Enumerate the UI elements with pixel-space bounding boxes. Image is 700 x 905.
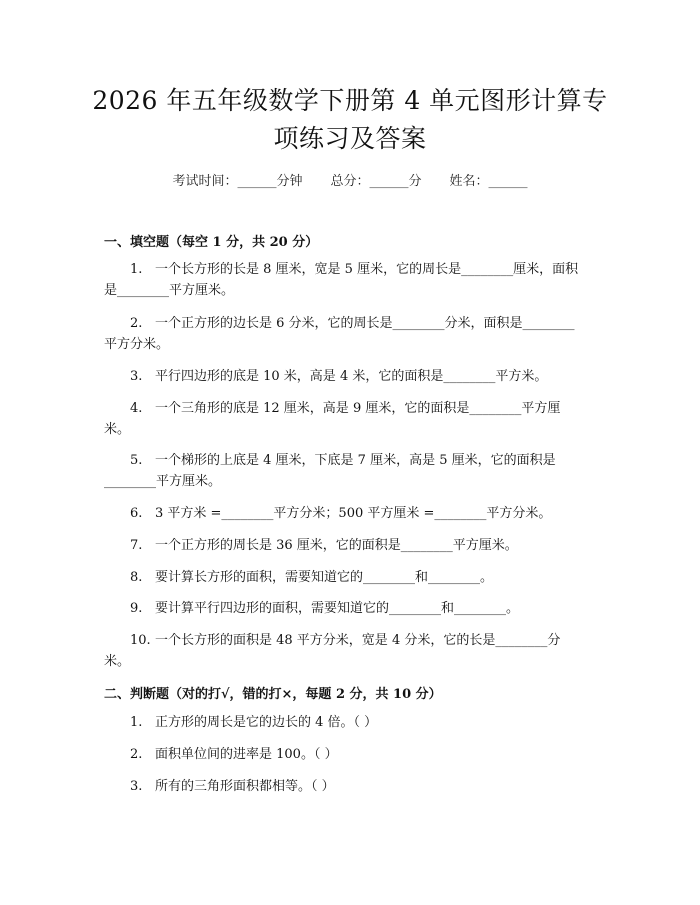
question-number: 1. bbox=[130, 715, 143, 730]
question-number: 10. bbox=[130, 633, 151, 648]
question-text: 所有的三角形面积都相等。（ ） bbox=[155, 779, 335, 794]
question-text: 一个正方形的边长是 6 分米，它的周长是________分米，面积是________ bbox=[155, 316, 575, 331]
question-text: 一个梯形的上底是 4 厘米，下底是 7 厘米，高是 5 厘米，它的面积是 bbox=[155, 453, 556, 468]
question-number: 8. bbox=[130, 570, 143, 585]
question-text: 一个长方形的长是 8 厘米，宽是 5 厘米，它的周长是________厘米，面积 bbox=[155, 262, 579, 277]
question-number: 7. bbox=[130, 538, 143, 553]
question bbox=[104, 313, 600, 355]
question bbox=[104, 259, 600, 301]
question-text: 一个正方形的周长是 36 厘米，它的面积是________平方厘米。 bbox=[155, 538, 518, 553]
total-score-field: 总分：______分 bbox=[330, 174, 422, 189]
question bbox=[104, 535, 600, 556]
question bbox=[104, 712, 600, 733]
question-text: 3 平方米 =________平方分米；500 平方厘米 =________平方分米。 bbox=[155, 506, 552, 521]
section-true-false-heading: 二、判断题（对的打√，错的打×，每题 2 分，共 10 分） bbox=[104, 687, 442, 702]
question bbox=[104, 503, 600, 524]
question-number: 5. bbox=[130, 453, 143, 468]
question-text-continued: 米。 bbox=[104, 654, 131, 669]
question-text: 面积单位间的进率是 100。（ ） bbox=[155, 747, 338, 762]
question-number: 3. bbox=[130, 369, 143, 384]
question-text: 正方形的周长是它的边长的 4 倍。（ ） bbox=[155, 715, 378, 730]
question-text: 要计算长方形的面积，需要知道它的________和________。 bbox=[155, 570, 494, 585]
question-text-continued: 平方分米。 bbox=[104, 337, 170, 352]
question-number: 3. bbox=[130, 779, 143, 794]
question-text: 平行四边形的底是 10 米，高是 4 米，它的面积是________平方米。 bbox=[155, 369, 548, 384]
document-title-line-2: 项练习及答案 bbox=[273, 124, 427, 153]
exam-info bbox=[0, 170, 700, 189]
question-number: 2. bbox=[130, 747, 143, 762]
question-text-continued: 米。 bbox=[104, 422, 131, 437]
question-text: 一个三角形的底是 12 厘米，高是 9 厘米，它的面积是________平方厘 bbox=[155, 401, 561, 416]
question bbox=[104, 366, 600, 387]
question bbox=[104, 398, 600, 440]
question bbox=[104, 450, 600, 492]
question-text: 要计算平行四边形的面积，需要知道它的________和________。 bbox=[155, 601, 520, 616]
question-number: 6. bbox=[130, 506, 143, 521]
question bbox=[104, 776, 600, 797]
question-number: 1. bbox=[130, 262, 143, 277]
section-fill-blank-heading: 一、填空题（每空 1 分，共 20 分） bbox=[104, 235, 319, 250]
question bbox=[104, 598, 600, 619]
question-text-continued: 是________平方厘米。 bbox=[104, 283, 235, 298]
question-number: 2. bbox=[130, 316, 143, 331]
question bbox=[104, 744, 600, 765]
student-name-field: 姓名：______ bbox=[449, 174, 528, 189]
question-number: 9. bbox=[130, 601, 143, 616]
document-title-line-1: 2026 年五年级数学下册第 4 单元图形计算专 bbox=[92, 86, 608, 115]
exam-time-field: 考试时间：______分钟 bbox=[172, 174, 303, 189]
question-text: 一个长方形的面积是 48 平方分米，宽是 4 分米，它的长是________分 bbox=[155, 633, 561, 648]
question bbox=[104, 630, 600, 672]
question bbox=[104, 567, 600, 588]
question-text-continued: ________平方厘米。 bbox=[104, 474, 222, 489]
question-number: 4. bbox=[130, 401, 143, 416]
